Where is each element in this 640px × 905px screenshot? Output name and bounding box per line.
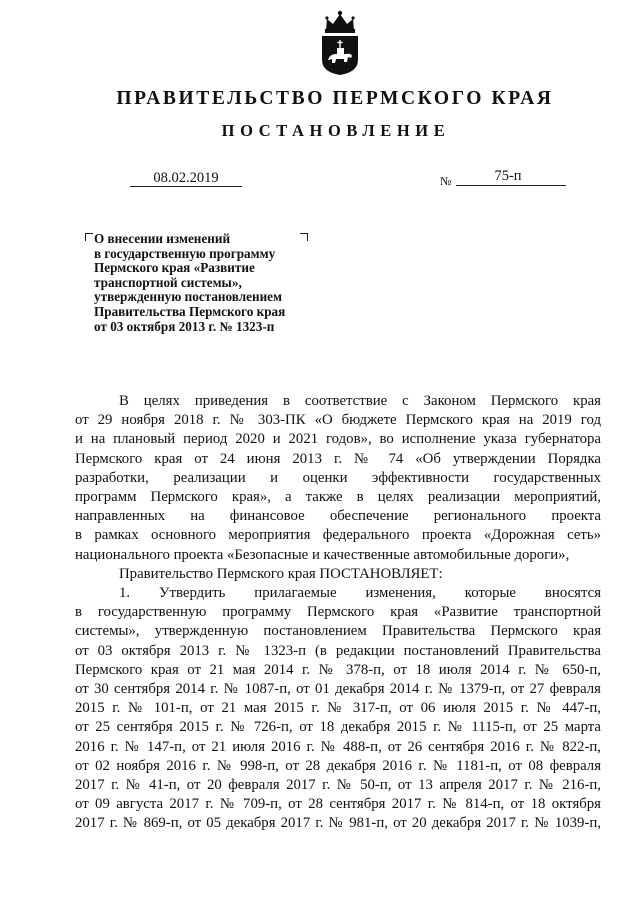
subject-line: Правительства Пермского края (94, 303, 286, 319)
subject-line: Пермского края «Развитие (94, 260, 255, 276)
number-sign: № (440, 174, 452, 188)
document-body (75, 392, 601, 834)
body-line: направленных на финансовое обеспечение регионального проекта (75, 508, 601, 525)
coat-of-arms-icon (318, 10, 362, 76)
document-type: ПОСТАНОВЛЕНИЕ (221, 121, 451, 140)
body-line: от 02 ноября 2016 г. № 998-п, от 28 декабря 2016 г. № 1181-п, от 08 февраля (75, 757, 601, 774)
body-line: национального проекта «Безопасные и качественные автомобильные дороги», (75, 546, 570, 563)
body-line: от 30 сентября 2014 г. № 1087-п, от 01 декабря 2014 г. № 1379-п, от 27 февраля (75, 681, 601, 698)
body-line: от 09 августа 2017 г. № 709-п, от 28 сентября 2017 г. № 814-п, от 18 октября (75, 796, 601, 813)
number-field (456, 168, 566, 186)
subject-line: утвержденную постановлением (94, 289, 283, 305)
body-line: 2017 г. № 41-п, от 20 февраля 2017 г. № 50-п, от 13 апреля 2017 г. № 216-п, (75, 777, 601, 794)
subject-bracket-left (85, 233, 93, 241)
body-line: 2015 г. № 101-п, от 21 мая 2015 г. № 317-п, от 06 июля 2015 г. № 447-п, (75, 700, 601, 717)
subject-line: О внесении изменений (94, 231, 231, 246)
body-line: и на плановый период 2020 и 2021 годов», во исполнение указа губернатора (75, 431, 601, 448)
body-line: от 25 сентября 2015 г. № 726-п, от 18 декабря 2015 г. № 1115-п, от 25 марта (75, 719, 601, 736)
subject-line: транспортной системы», (94, 274, 242, 290)
body-line: в государственную программу Пермского края «Развитие транспортной (75, 604, 601, 621)
body-line: Пермского края от 21 мая 2014 г. № 378-п, от 18 июля 2014 г. № 650-п, (75, 661, 601, 678)
document-subject (94, 232, 334, 334)
body-line: В целях приведения в соответствие с Законом Пермского края (119, 393, 601, 409)
body-line: 2017 г. № 869-п, от 05 декабря 2017 г. № 981-п, от 20 декабря 2017 г. № 1039-п, (75, 815, 601, 832)
body-line: от 29 ноября 2018 г. № 303-ПК «О бюджете Пермского края на 2019 год (75, 412, 601, 429)
body-line: 2016 г. № 147-п, от 21 июля 2016 г. № 488-п, от 26 сентября 2016 г. № 822-п, (75, 738, 601, 755)
date-value: 08.02.2019 (153, 170, 219, 186)
date-field (130, 170, 242, 187)
number-value: 75-п (494, 168, 522, 184)
body-line: в рамках основного мероприятия федерального проекта «Дорожная сеть» (75, 527, 601, 544)
body-line: от 03 октября 2013 г. № 1323-п (в редакции постановлений Правительства (75, 642, 601, 659)
body-line: разработки, реализации и оценки эффективности государственных (75, 469, 601, 486)
body-line: 1. Утвердить прилагаемые изменения, которые вносятся (119, 585, 601, 602)
subject-line: от 03 октября 2013 г. № 1323-п (94, 318, 275, 334)
body-line: Правительство Пермского края ПОСТАНОВЛЯЕТ: (119, 565, 443, 582)
government-title: ПРАВИТЕЛЬСТВО ПЕРМСКОГО КРАЯ (116, 88, 554, 109)
body-line: системы», утвержденную постановлением Правительства Пермского края (75, 623, 601, 640)
body-line: Пермского края от 24 июня 2013 г. № 74 «Об утверждении Порядка (75, 450, 601, 467)
body-line: программ Пермского края», а также в целях реализации мероприятий, (75, 489, 601, 506)
subject-line: в государственную программу (94, 245, 276, 261)
